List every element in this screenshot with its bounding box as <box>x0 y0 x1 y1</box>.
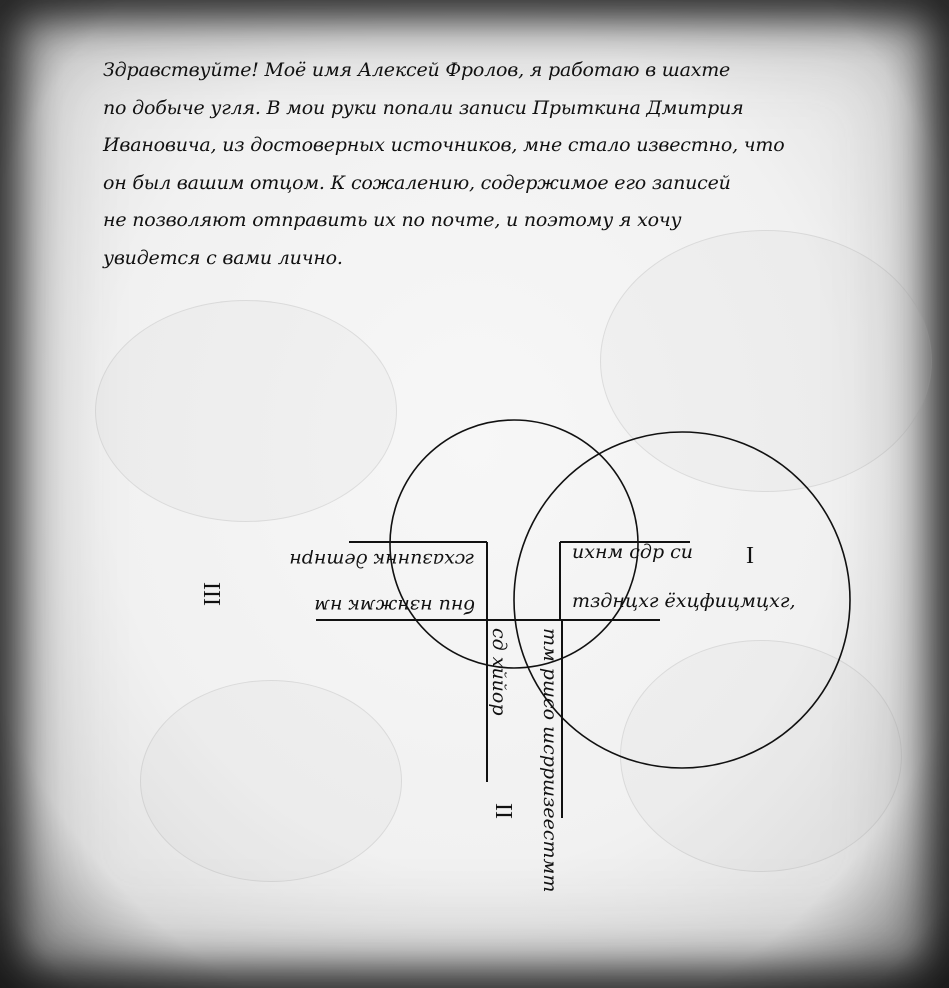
cipher-line-ii-2: сд хййор <box>488 628 510 716</box>
letter-line: Ивановича, из достоверных источников, мне стало известно, что <box>103 134 785 156</box>
letter-line: он был вашим отцом. К сожалению, содержимое его записей <box>103 171 731 194</box>
section-numeral-iii: III <box>198 582 224 606</box>
cipher-line-iii-1: гсхазиннк детнрн <box>289 549 475 571</box>
cipher-line-iii-2: бни нзнжмк нм <box>314 595 475 617</box>
letter-line: не позволяют отправить их по почте, и поэтому я хочу <box>103 209 682 231</box>
letter-line: Здравствуйте! Моё имя Алексей Фролов, я работаю в шахте <box>103 59 731 81</box>
cipher-line-i-2: тзднцхг ёхцфицмцхг, <box>572 590 796 612</box>
cipher-line-ii-1: тм ршсо шсрршзеестмт <box>539 628 561 893</box>
section-numeral-ii: II <box>490 803 516 819</box>
letter-line: по добыче угля. В мои руки попали записи Прыткина Дмитрия <box>103 96 744 119</box>
letter-line: увидется с вами лично. <box>103 246 343 269</box>
cipher-line-i-1: ихнм сдр си <box>572 541 694 563</box>
section-numeral-i: I <box>746 543 754 569</box>
